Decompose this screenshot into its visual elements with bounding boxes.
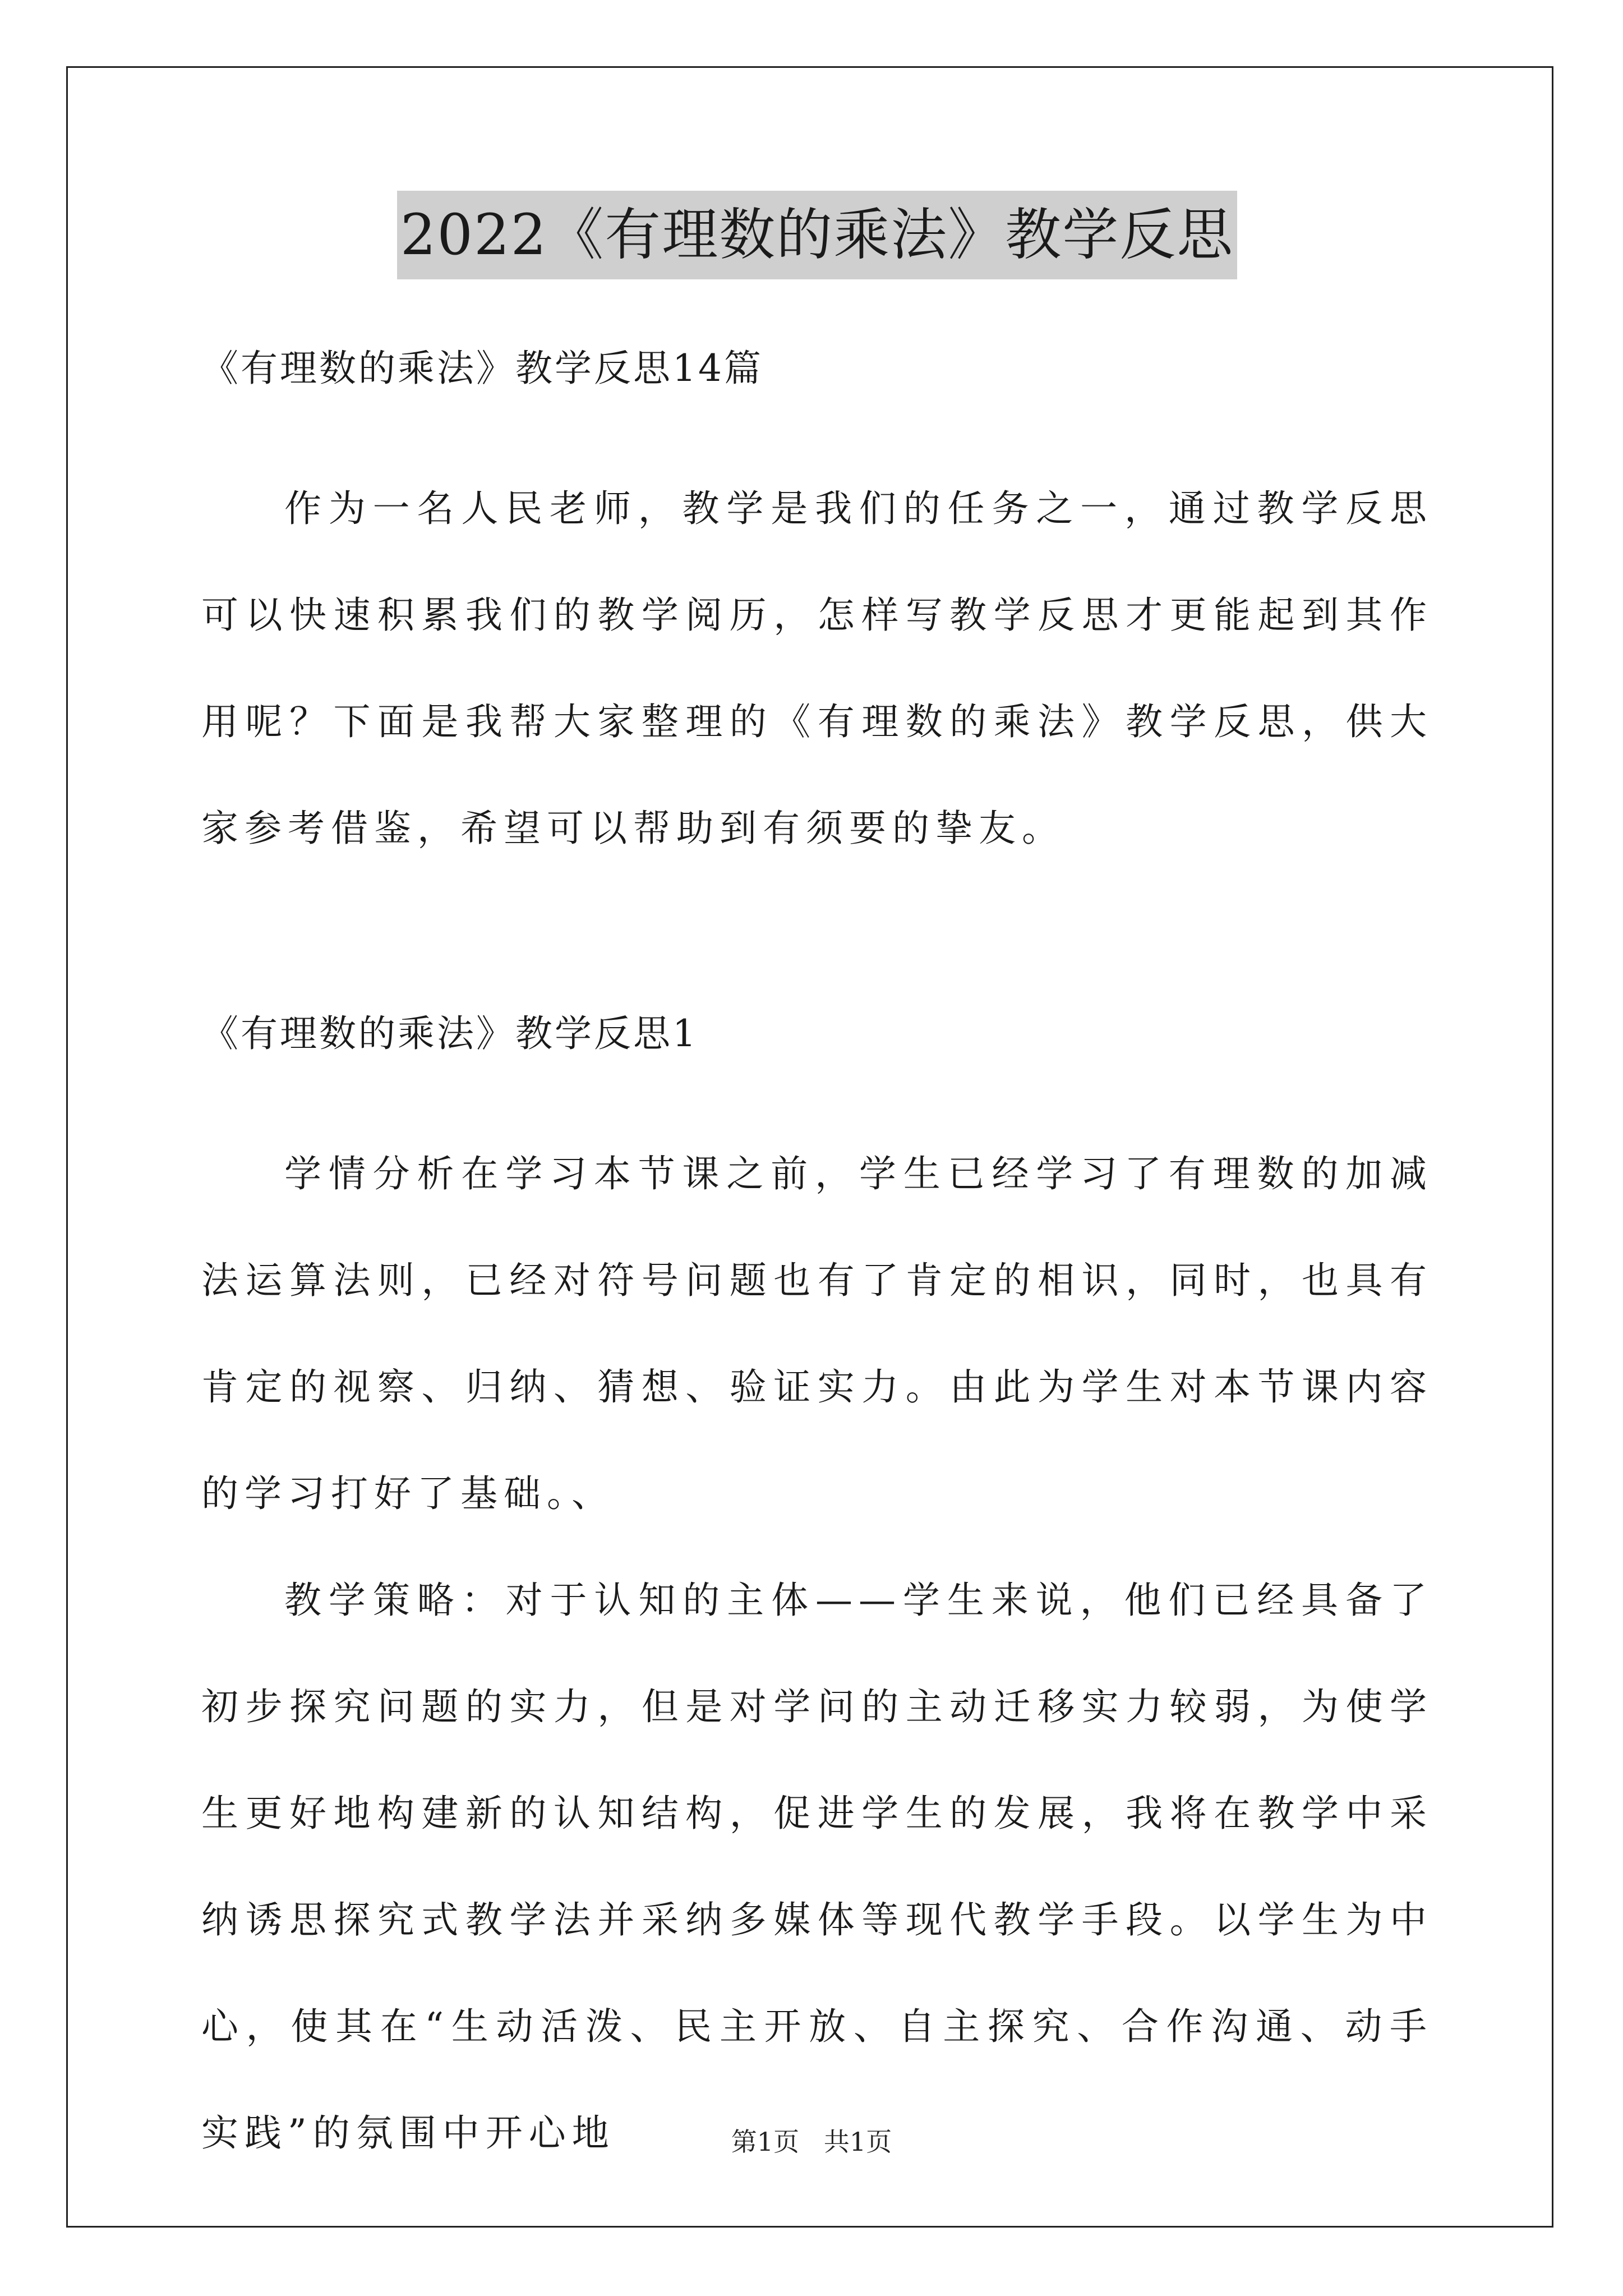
section-heading: 《有理数的乘法》教学反思1 (201, 1012, 698, 1055)
page-footer: 第1页 共1页 (731, 2127, 892, 2157)
document-body (201, 191, 1433, 2187)
section-paragraph: 教学策略：对于认知的主体——学生来说，他们已经具备了初步探究问题的实力，但是对学问的主动迁移实力较弱，为使学生更好地构建新的认知结构，促进学生的发展，我将在教学中采纳诱思探究式教学法并采纳多媒体等现代教学手段。以学生为中心，使其在“生动活泼、民主开放、自主探究、合作沟通、动手实践”的氛围中开心地 (201, 1579, 1433, 2155)
section-paragraph: 学情分析在学习本节课之前，学生已经学习了有理数的加减法运算法则，已经对符号问题也有了肯定的相识，同时，也具有肯定的视察、归纳、猜想、验证实力。由此为学生对本节课内容的学习打好了基础。、 (201, 1152, 1433, 1515)
title-wrap (201, 191, 1433, 286)
document-subtitle: 《有理数的乘法》教学反思14篇 (201, 347, 763, 390)
document-title: 2022《有理数的乘法》教学反思 (397, 191, 1238, 279)
intro-paragraph: 作为一名人民老师，教学是我们的任务之一，通过教学反思可以快速积累我们的教学阅历，怎样写教学反思才更能起到其作用呢？下面是我帮大家整理的《有理数的乘法》教学反思，供大家参考借鉴，希望可以帮助到有须要的挚友。 (201, 487, 1433, 850)
